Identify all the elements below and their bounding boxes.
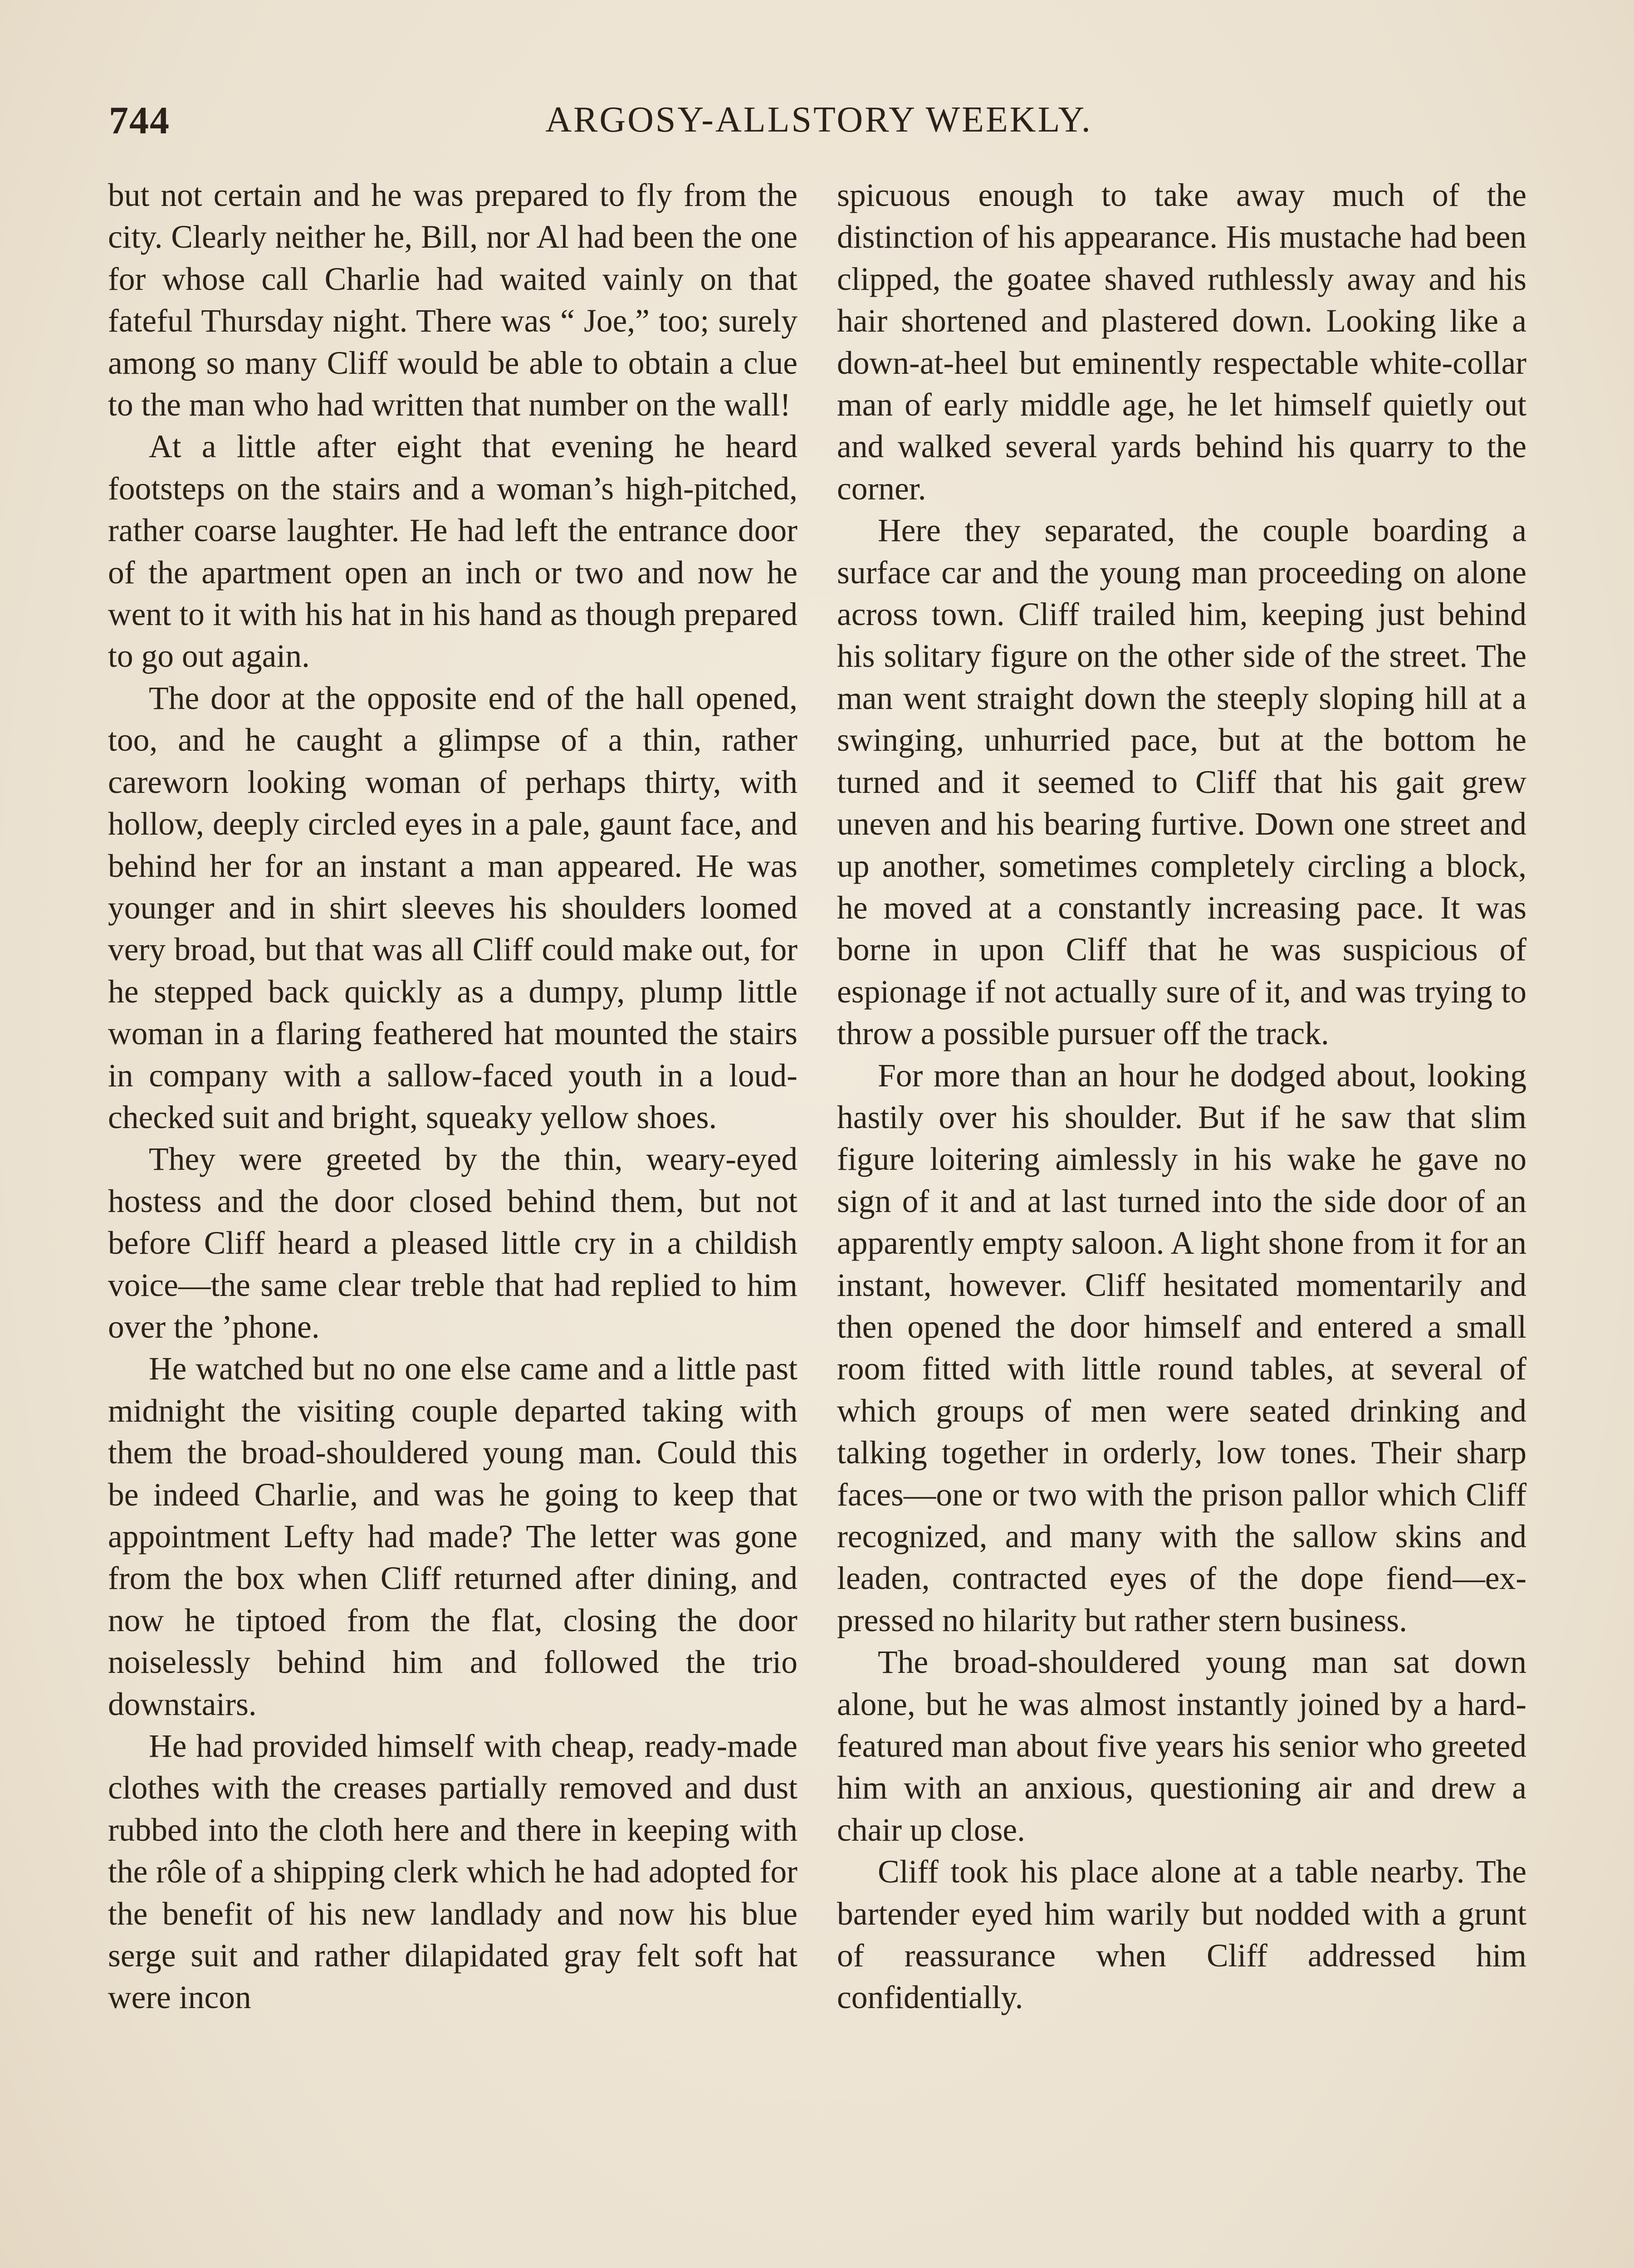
paragraph: They were greeted by the thin, weary-eyed hostess and the door closed behind them, but not before Cliff heard a pleased little cry in a childish voice—the same clear treble that had replied to him over the ’phone. [108,1141,797,1345]
paragraph: but not certain and he was prepared to fly from the city. Clearly neither he, Bill, nor Al had been the one for whose call Charlie had waited vainly on that fateful Thursday night. There was “ Joe,” too; surely among so many Cliff would be able to obtain a clue to the man who had written that number on the wall! [108,177,797,423]
page-number: 744 [109,98,170,142]
left-column [108,175,797,2019]
paragraph: For more than an hour he dodged about, looking hastily over his shoulder. But if he saw that slim figure loitering aimlessly in his wake he gave no sign of it and at last turned into the side door of an apparently empty saloon. A light shone from it for an instant, however. Cliff hesitated momentarily and then opened the door himself and entered a small room fitted with little round tables, at several of which groups of men were seated drinking and talking together in orderly, low tones. Their sharp faces—one or two with the prison pallor which Cliff recognized, and many with the sallow skins and leaden, contracted eyes of the dope fiend—expressed no hilarity but rather stern business. [837,1057,1526,1638]
paragraph: At a little after eight that evening he heard footsteps on the stairs and a woman’s high-pitched, rather coarse laughter. He had left the entrance door of the apartment open an inch or two and now he went to it with his hat in his hand as though prepared to go out again. [108,429,797,675]
paragraph: He had provided himself with cheap, ready-made clothes with the creases partially removed and dust rubbed into the cloth here and there in keeping with the rôle of a shipping clerk which he had adopted for the benefit of his new landlady and now his blue serge suit and rather dilapidated gray felt soft hat were incon [108,1728,797,2016]
paragraph: Here they separated, the couple boarding a surface car and the young man proceeding on alone across town. Cliff trailed him, keeping just behind his solitary figure on the other side of the street. The man went straight down the steeply sloping hill at a swinging, unhurried pace, but at the bottom he turned and it seemed to Cliff that his gait grew uneven and his bearing furtive. Down one street and up another, sometimes completely circling a block, he moved at a constantly increasing pace. It was borne in upon Cliff that he was suspicious of espionage if not actually sure of it, and was trying to throw a possible pursuer off the track. [837,513,1526,1052]
paragraph: The door at the opposite end of the hall opened, too, and he caught a glimpse of a thin, rather careworn looking woman of perhaps thirty, with hollow, deeply circled eyes in a pale, gaunt face, and behind her for an instant a man appeared. He was younger and in shirt sleeves his shoulders loomed very broad, but that was all Cliff could make out, for he stepped back quickly as a dumpy, plump little woman in a flaring feathered hat mounted the stairs in company with a sallow-faced youth in a loud-checked suit and bright, squeaky yellow shoes. [108,680,797,1135]
paragraph: The broad-shouldered young man sat down alone, but he was almost instantly joined by a hard-featured man about five years his senior who greeted him with an anxious, questioning air and drew a chair up close. [837,1644,1526,1848]
page-header [109,98,1529,147]
paragraph: Cliff took his place alone at a table nearby. The bartender eyed him warily but nodded with a grunt of reassurance when Cliff addressed him confidentially. [837,1854,1526,2016]
paragraph: spicuous enough to take away much of the distinction of his appearance. His mustache had been clipped, the goatee shaved ruthlessly away and his hair shortened and plastered down. Looking like a down-at-heel but eminently respectable white-collar man of early middle age, he let himself quietly out and walked several yards behind his quarry to the corner. [837,177,1526,507]
paragraph: He watched but no one else came and a little past midnight the visiting couple departed taking with them the broad-shouldered young man. Could this be indeed Charlie, and was he going to keep that appointment Lefty had made? The letter was gone from the box when Cliff returned after dining, and now he tiptoed from the flat, closing the door noiselessly behind him and followed the trio downstairs. [108,1351,797,1722]
right-column [837,175,1526,2019]
running-head: ARGOSY-ALLSTORY WEEKLY. [545,100,1092,140]
